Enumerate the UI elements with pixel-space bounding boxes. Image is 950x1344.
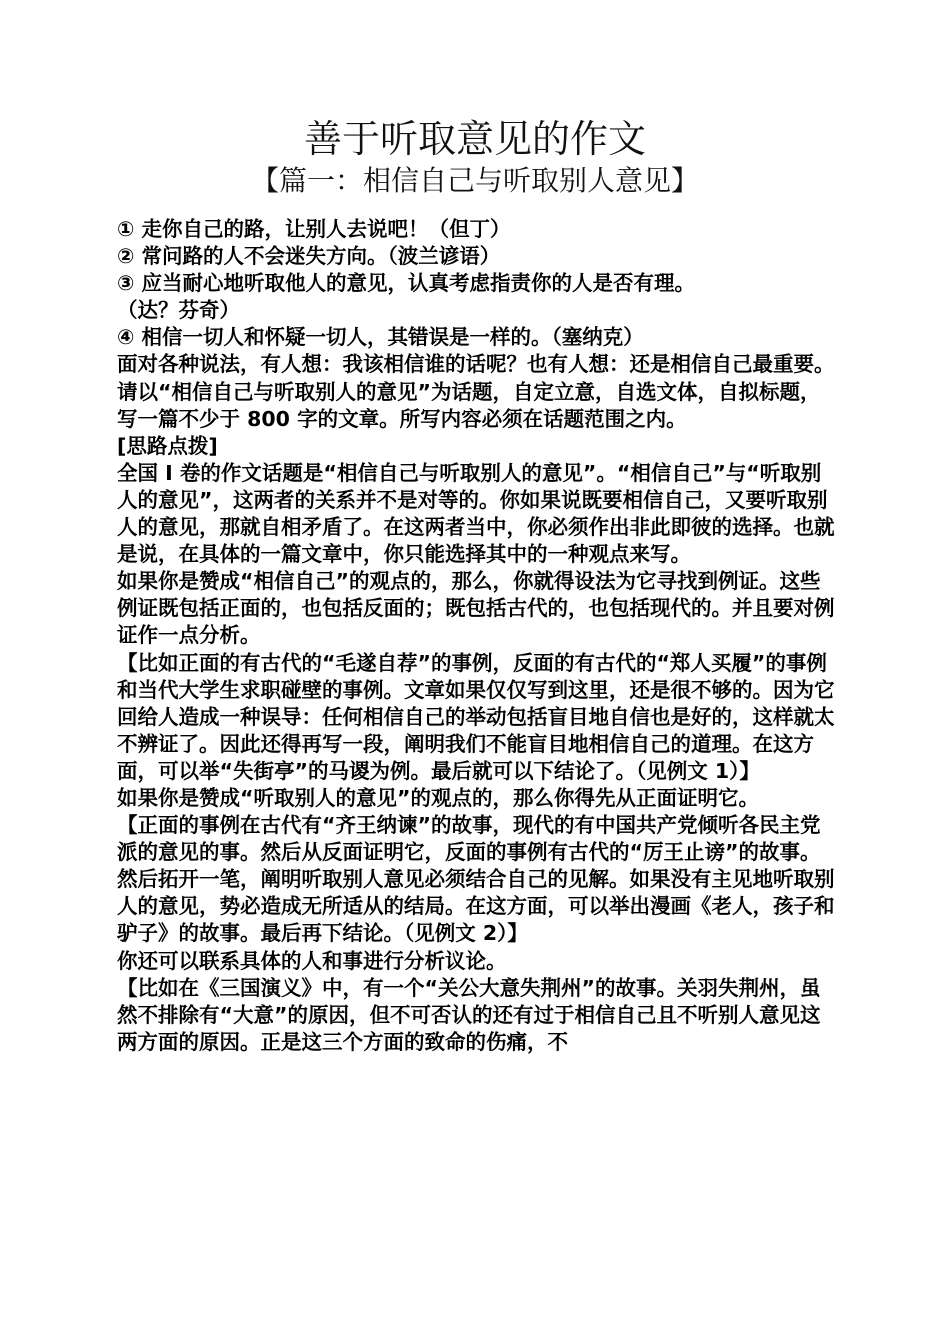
paragraph: （达？芬奇） [117,298,240,323]
paragraph: ② 常问路的人不会迷失方向。（波兰谚语） [117,244,501,269]
document-subtitle: 【篇一：相信自己与听取别人意见】 [250,164,699,197]
paragraph: 如果你是赞成“相信自己”的观点的，那么，你就得设法为它寻找到例证。这些例证既包括正面的，也包括反面的；既包括古代的，也包括现代的。并且要对例证作一点分析。 [117,569,835,648]
paragraph: ④ 相信一切人和怀疑一切人，其错误是一样的。（塞纳克） [117,325,644,350]
document-title: 善于听取意见的作文 [303,117,646,161]
paragraph: 面对各种说法，有人想：我该相信谁的话呢？也有人想：还是相信自己最重要。请以“相信自己与听取别人的意见”为话题，自定立意，自选文体，自拟标题，写一篇不少于 800 字的文章。所写内容必须在话题范围之内。 [117,352,835,431]
paragraph: 【比如正面的有古代的“毛遂自荐”的事例，反面的有古代的“郑人买履”的事例和当代大学生求职碰壁的事例。文章如果仅仅写到这里，还是很不够的。因为它回给人造成一种误导：任何相信自己的举动包括盲目地自信也是好的，这样就太不辨证了。因此还得再写一段，阐明我们不能盲目地相信自己的道理。在这方面，可以举“失街亭”的马谡为例。最后就可以下结论了。（见例文 1）】 [117,650,835,783]
paragraph: 【比如在《三国演义》中，有一个“关公大意失荆州”的故事。关羽失荆州，虽然不排除有“大意”的原因，但不可否认的还有过于相信自己且不听别人意见这两方面的原因。正是这三个方面的致命的伤痛，不 [117,975,821,1054]
paragraph: ③ 应当耐心地听取他人的意见，认真考虑指责你的人是否有理。 [117,271,695,296]
paragraph: ① 走你自己的路，让别人去说吧！（但丁） [117,217,511,241]
paragraph: 你还可以联系具体的人和事进行分析议论。 [117,948,507,973]
paragraph: 全国 I 卷的作文话题是“相信自己与听取别人的意见”。“相信自己”与“听取别人的意见”，这两者的关系并不是对等的。你如果说既要相信自己，又要听取别人的意见，那就自相矛盾了。在这两者当中，你必须作出非此即彼的选择。也就是说，在具体的一篇文章中，你只能选择其中的一种观点来写。 [117,460,835,567]
paragraph: 【正面的事例在古代有“齐王纳谏”的故事，现代的有中国共产党倾听各民主党派的意见的事。然后从反面证明它，反面的事例有古代的“厉王止谤”的故事。然后拓开一笔，阐明听取别人意见必须结合自己的见解。如果没有主见地听取别人的意见，势必造成无所适从的结局。在这方面，可以举出漫画《老人，孩子和驴子》的故事。最后再下结论。（见例文 2）】 [117,813,835,946]
paragraph: [思路点拨] [117,433,218,458]
paragraph: 如果你是赞成“听取别人的意见”的观点的，那么你得先从正面证明它。 [117,785,759,810]
document-body [117,216,839,1056]
